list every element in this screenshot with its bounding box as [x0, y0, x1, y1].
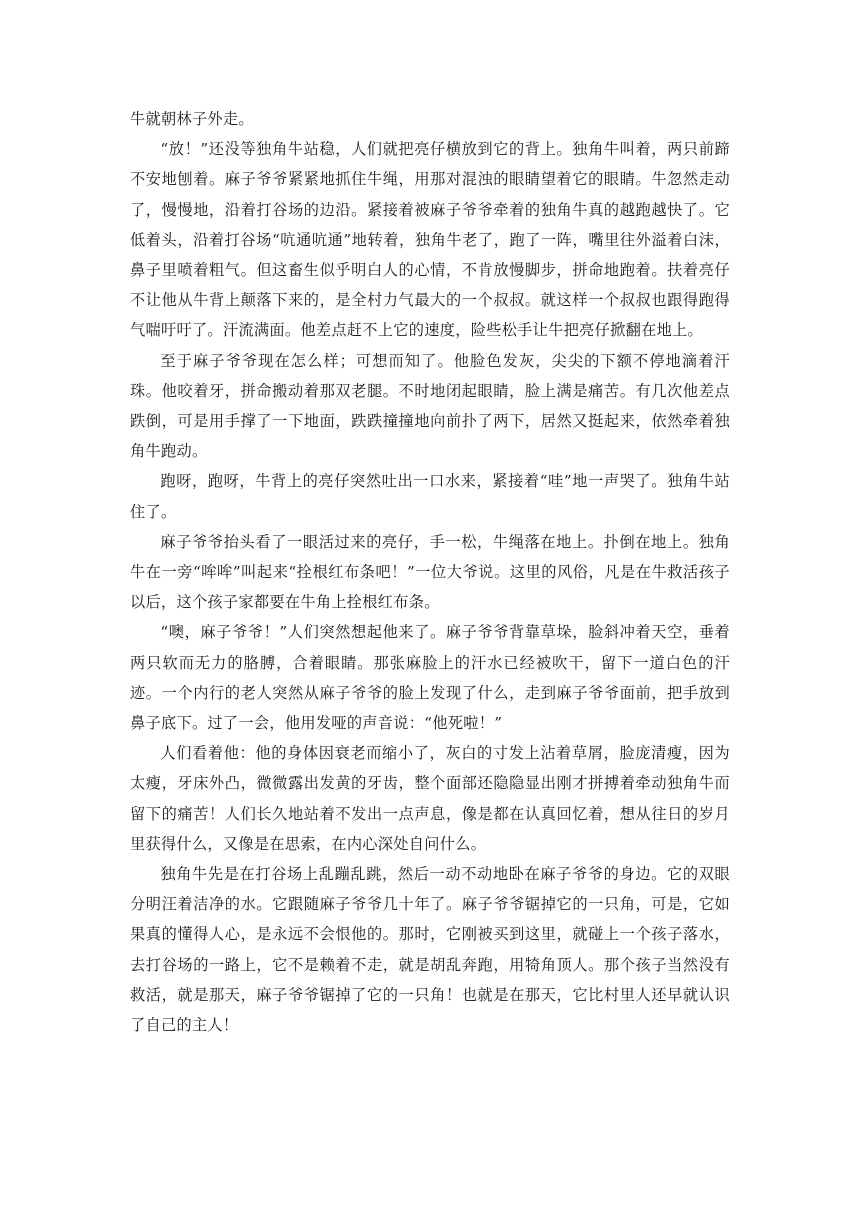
paragraph-release-calf: “放！”还没等独角牛站稳，人们就把亮仔横放到它的背上。独角牛叫着，两只前蹄不安地刨着。麻子爷爷紧紧地抓住牛绳，用那对混浊的眼睛望着它的眼睛。牛忽然走动了，慢慢地，沿着打谷场的边沿。紧接着被麻子爷爷牵着的独角牛真的越跑越快了。它低着头，沿着打谷场“吭通吭通”地转着，独角牛老了，跑了一阵，嘴里往外溢着白沫，鼻子里喷着粗气。但这畜生似乎明白人的心情，不肯放慢脚步，拼命地跑着。扶着亮仔不让他从牛背上颠落下来的，是全村力气最大的一个叔叔。就这样一个叔叔也跟得跑得气喘吁吁了。汗流满面。他差点赶不上它的速度，险些松手让牛把亮仔掀翻在地上。 — [130, 140, 730, 340]
paragraph-grandpa-running: 至于麻子爷爷现在怎么样；可想而知了。他脸色发灰，尖尖的下额不停地滴着汗珠。他咬着牙，拼命搬动着那双老腿。不时地闭起眼睛，脸上满是痛苦。有几次他差点跌倒，可是用手撑了一下地面，跌跌撞撞地向前扑了两下，居然又挺起来，依然牵着独角牛跑动。 — [130, 351, 730, 461]
document-page — [130, 104, 730, 1040]
paragraph-child-revives: 跑呀，跑呀，牛背上的亮仔突然吐出一口水来，紧接着“哇”地一声哭了。独角牛站住了。 — [130, 472, 730, 521]
paragraph-grandpa-dead: “噢，麻子爷爷！”人们突然想起他来了。麻子爷爷背靠草垛，脸斜冲着天空，垂着两只软而无力的胳膊，合着眼睛。那张麻脸上的汗水已经被吹干，留下一道白色的汗迹。一个内行的老人突然从麻子爷爷的脸上发现了什么，走到麻子爷爷面前，把手放到鼻子底下。过了一会，他用发哑的声音说：“他死啦！” — [130, 623, 730, 733]
paragraph-people-watching: 人们看着他：他的身体因衰老而缩小了，灰白的寸发上沾着草屑，脸庞清瘦，因为太瘦，牙床外凸，微微露出发黄的牙齿，整个面部还隐隐显出刚才拼搏着牵动独角牛而留下的痛苦！人们长久地站着不发出一点声息，像是都在认真回忆着，想从往日的岁月里获得什么，又像是在思索，在内心深处自问什么。 — [130, 744, 730, 853]
paragraph-one-horned-ox: 独角牛先是在打谷场上乱蹦乱跳，然后一动不动地卧在麻子爷爷的身边。它的双眼分明汪着洁净的水。它跟随麻子爷爷几十年了。麻子爷爷锯掉它的一只角，可是，它如果真的懂得人心，是永远不会恨他的。那时，它刚被买到这里，就碰上一个孩子落水，去打谷场的一路上，它不是赖着不走，就是胡乱奔跑，用犄角顶人。那个孩子当然没有救活，就是那天，麻子爷爷锯掉了它的一只角！也就是在那天，它比村里人还早就认识了自己的主人！ — [130, 865, 730, 1035]
paragraph-red-ribbon: 麻子爷爷抬头看了一眼活过来的亮仔，手一松，牛绳落在地上。扑倒在地上。独角牛在一旁“哞哞”叫起来“拴根红布条吧！”一位大爷说。这里的风俗，凡是在牛救活孩子以后，这个孩子家都要在牛角上拴根红布条。 — [130, 532, 730, 612]
paragraph-continued: 牛就朝林子外走。 — [130, 110, 254, 128]
